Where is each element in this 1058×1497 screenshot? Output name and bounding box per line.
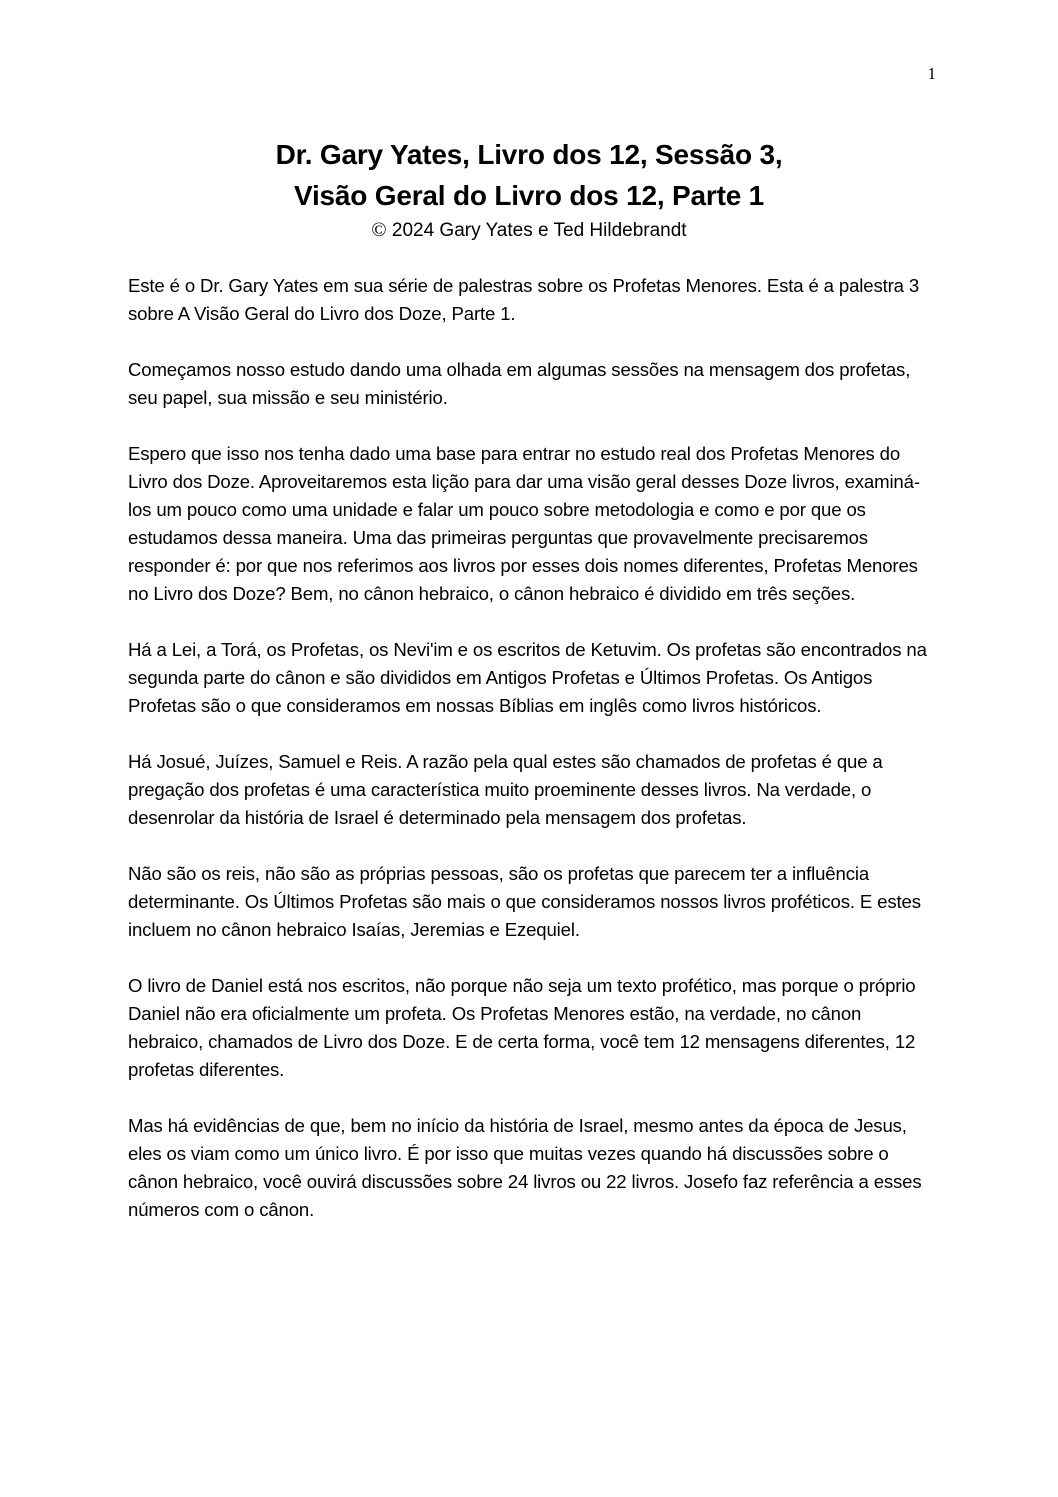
paragraph-2: Começamos nosso estudo dando uma olhada em algumas sessões na mensagem dos profetas, seu papel, sua missão e seu ministério.	[128, 359, 911, 408]
paragraph-4: Há a Lei, a Torá, os Profetas, os Nevi'im e os escritos de Ketuvim. Os profetas são encontrados na segunda parte do cânon e são divididos em Antigos Profetas e Últimos Profetas. Os Antigos Profetas são o que consideramos em nossas Bíblias em inglês como livros históricos.	[128, 639, 927, 716]
copyright-text: 2024 Gary Yates e Ted Hildebrandt	[386, 220, 687, 241]
copyright-line	[0, 217, 1058, 244]
paragraph-7: O livro de Daniel está nos escritos, não porque não seja um texto profético, mas porque o próprio Daniel não era oficialmente um profeta. Os Profetas Menores estão, na verdade, no cânon hebraico, chamados de Livro dos Doze. E de certa forma, você tem 12 mensagens diferentes, 12 profetas diferentes.	[128, 975, 916, 1080]
title-line-2: Visão Geral do Livro dos 12, Parte 1	[293, 180, 765, 211]
paragraph-5: Há Josué, Juízes, Samuel e Reis. A razão pela qual estes são chamados de profetas é que a pregação dos profetas é uma característica muito proeminente desses livros. Na verdade, o desenrolar da história de Israel é determinado pela mensagem dos profetas.	[128, 751, 883, 828]
paragraph-1: Este é o Dr. Gary Yates em sua série de palestras sobre os Profetas Menores. Esta é a palestra 3 sobre A Visão Geral do Livro dos Doze, Parte 1.	[128, 275, 920, 324]
copyright-symbol: ©	[371, 219, 387, 241]
title-block	[0, 134, 1058, 244]
body-text	[128, 272, 936, 1252]
page-number: 1	[927, 64, 936, 83]
paragraph-3: Espero que isso nos tenha dado uma base para entrar no estudo real dos Profetas Menores do Livro dos Doze. Aproveitaremos esta lição para dar uma visão geral desses Doze livros, examiná-los um pouco como uma unidade e falar um pouco sobre metodologia e como e por que os estudamos dessa maneira. Uma das primeiras perguntas que provavelmente precisaremos responder é: por que nos referimos aos livros por esses dois nomes diferentes, Profetas Menores no Livro dos Doze? Bem, no cânon hebraico, o cânon hebraico é dividido em três seções.	[128, 443, 920, 604]
paragraph-8: Mas há evidências de que, bem no início da história de Israel, mesmo antes da época de Jesus, eles os viam como um único livro. É por isso que muitas vezes quando há discussões sobre o cânon hebraico, você ouvirá discussões sobre 24 livros ou 22 livros. Josefo faz referência a esses números com o cânon.	[128, 1115, 922, 1220]
paragraph-6: Não são os reis, não são as próprias pessoas, são os profetas que parecem ter a influência determinante. Os Últimos Profetas são mais o que consideramos nossos livros proféticos. E estes incluem no cânon hebraico Isaías, Jeremias e Ezequiel.	[128, 863, 921, 940]
title-line-1: Dr. Gary Yates, Livro dos 12, Sessão 3,	[275, 139, 783, 170]
